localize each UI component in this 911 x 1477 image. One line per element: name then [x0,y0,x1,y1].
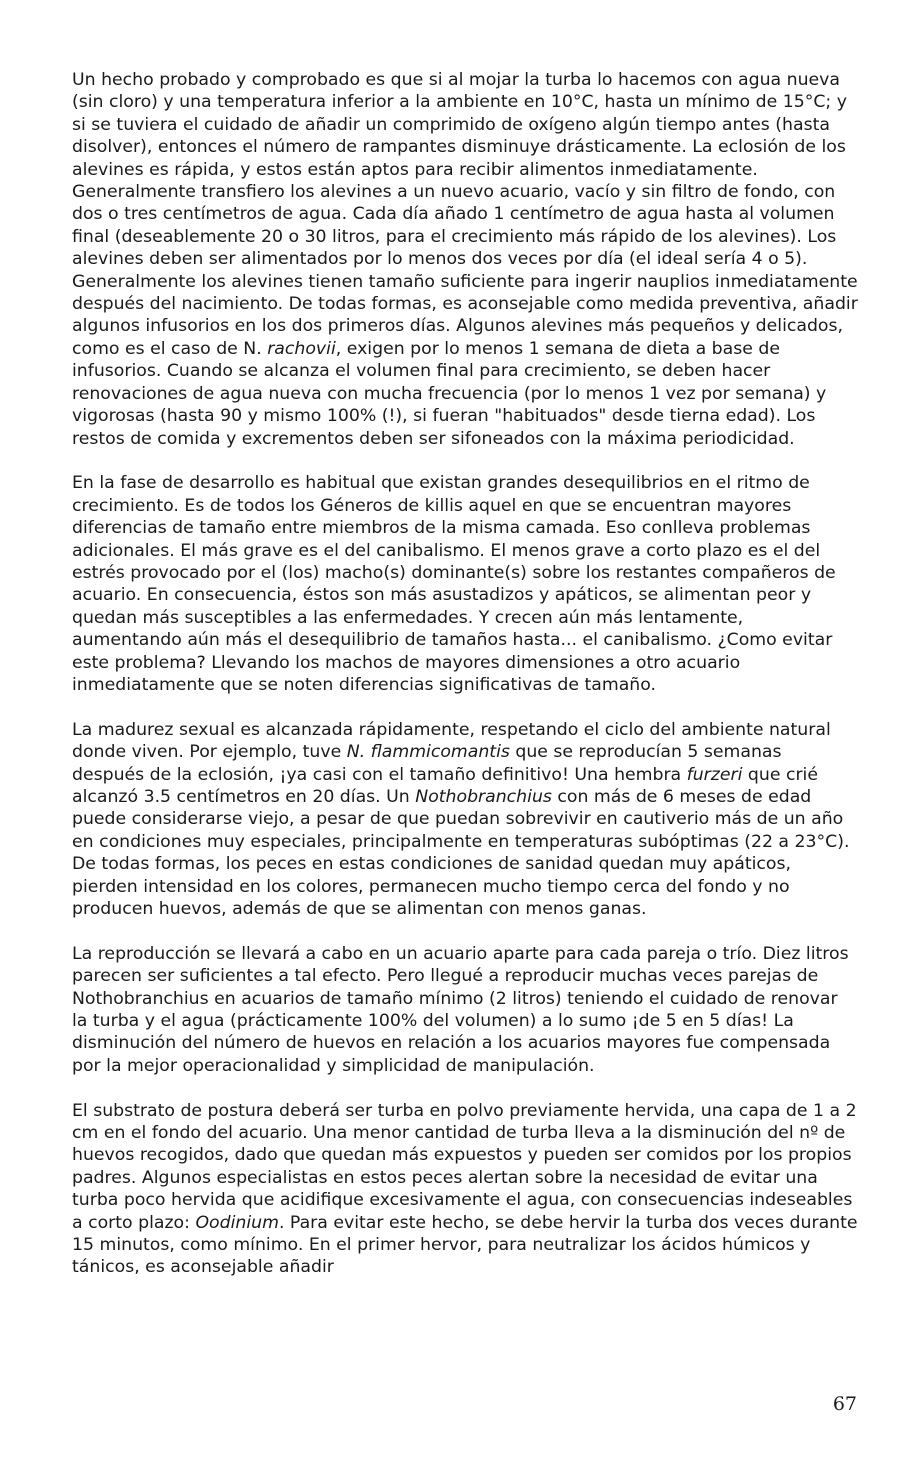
page-number: 67 [832,1393,857,1415]
species-name-furzeri: furzeri [686,764,743,785]
paragraph-3-run-3: que se reproducían 5 semanas después de la eclosión, ¡ya casi con el tamaño definitivo! Una hembra [72,742,782,785]
paragraph-3 [72,719,858,921]
species-name-rachovii: rachovii [267,338,336,359]
species-name-flammicomantis: N. flammicomantis [346,742,510,763]
paragraph-4-run-1: La reproducción se llevará a cabo en un acuario aparte para cada pareja o trío. Diez litros parecen ser suficientes a tal efecto. Pero llegué a reproducir muchas veces parejas de Nothobranchius en acuarios de tamaño mínimo (2 litros) teniendo el cuidado de renovar la turba y el agua (prácticamente 100% del volumen) a lo sumo ¡de 5 en 5 días! La disminución del número de huevos en relación a los acuarios mayores fue compensada por la mejor operacionalidad y simplicidad de manipulación. [72,943,849,1076]
paragraph-3-run-5: que crié alcanzó 3.5 centímetros en 20 días. Un [72,764,818,807]
paragraph-2 [72,472,858,696]
paragraph-4 [72,943,858,1077]
paragraph-5-run-1: El substrato de postura deberá ser turba en polvo previamente hervida, una capa de 1 a 2 cm en el fondo del acuario. Una menor cantidad de turba lleva a la disminución del nº de huevos recogidos, dado que quedan más expuestos y pueden ser comidos por los propios padres. Algunos especialistas en estos peces alertan sobre la necesidad de evitar una turba poco hervida que acidifique excesivamente el agua, con consecuencias indeseables a corto plazo: [72,1100,857,1233]
paragraph-1-run-1: Un hecho probado y comprobado es que si al mojar la turba lo hacemos con agua nueva (sin cloro) y una temperatura inferior a la ambiente en 10°C, hasta un mínimo de 15°C; y si se tuviera el cuidado de añadir un comprimido de oxígeno algún tiempo antes (hasta disolver), entonces el número de rampantes disminuye drásticamente. La eclosión de los alevines es rápida, y estos están aptos para recibir alimentos inmediatamente. Generalmente transfiero los alevines a un nuevo acuario, vacío y sin filtro de fondo, con dos o tres centímetros de agua. Cada día añado 1 centímetro de agua hasta al volumen final (deseablemente 20 o 30 litros, para el crecimiento más rápido de los alevines). Los alevines deben ser alimentados por lo menos dos veces por día (el ideal sería 4 o 5). Generalmente los alevines tienen tamaño suficiente para ingerir nauplios inmediatamente después del nacimiento. De todas formas, es aconsejable como medida preventiva, añadir algunos infusorios en los dos primeros días. Algunos alevines más pequeños y delicados, como es el caso de N. [72,70,858,359]
paragraph-5-run-3: . Para evitar este hecho, se debe hervir la turba dos veces durante 15 minutos, como mínimo. En el primer hervor, para neutralizar los ácidos húmicos y tánicos, es aconsejable añadir [72,1212,858,1278]
body-text [72,69,858,1279]
parasite-name-oodinium: Oodinium [195,1212,279,1233]
paragraph-2-run-1: En la fase de desarrollo es habitual que existan grandes desequilibrios en el ritmo de crecimiento. Es de todos los Géneros de killis aquel en que se encuentran mayores diferencias de tamaño entre miembros de la misma camada. Eso conlleva problemas adicionales. El más grave es el del canibalismo. El menos grave a corto plazo es el del estrés provocado por el (los) macho(s) dominante(s) sobre los restantes compañeros de acuario. En consecuencia, éstos son más asustadizos y apáticos, se alimentan peor y quedan más susceptibles a las enfermedades. Y crecen aún más lentamente, aumentando aún más el desequilibrio de tamaños hasta... el canibalismo. ¿Como evitar este problema? Llevando los machos de mayores dimensiones a otro acuario inmediatamente que se noten diferencias significativas de tamaño. [72,473,836,695]
paragraph-3-run-7: con más de 6 meses de edad puede considerarse viejo, a pesar de que puedan sobrevivir en cautiverio más de un año en condiciones muy especiales, principalmente en temperaturas subóptimas (22 a 23°C). De todas formas, los peces en estas condiciones de sanidad quedan muy apáticos, pierden intensidad en los colores, permanecen mucho tiempo cerca del fondo y no producen huevos, además de que se alimentan con menos ganas. [72,786,850,919]
paragraph-5 [72,1100,858,1279]
paragraph-1-run-3: , exigen por lo menos 1 semana de dieta a base de infusorios. Cuando se alcanza el volumen final para crecimiento, se deben hacer renovaciones de agua nueva con mucha frecuencia (por lo menos 1 vez por semana) y vigorosas (hasta 90 y mismo 100% (!), si fueran "habituados" desde tierna edad). Los restos de comida y excrementos deben ser sifoneados con la máxima periodicidad. [72,338,827,449]
paragraph-1 [72,69,858,450]
genus-name-nothobranchius: Nothobranchius [415,786,552,807]
paragraph-3-run-1: La madurez sexual es alcanzada rápidamente, respetando el ciclo del ambiente natural donde viven. Por ejemplo, tuve [72,719,831,763]
